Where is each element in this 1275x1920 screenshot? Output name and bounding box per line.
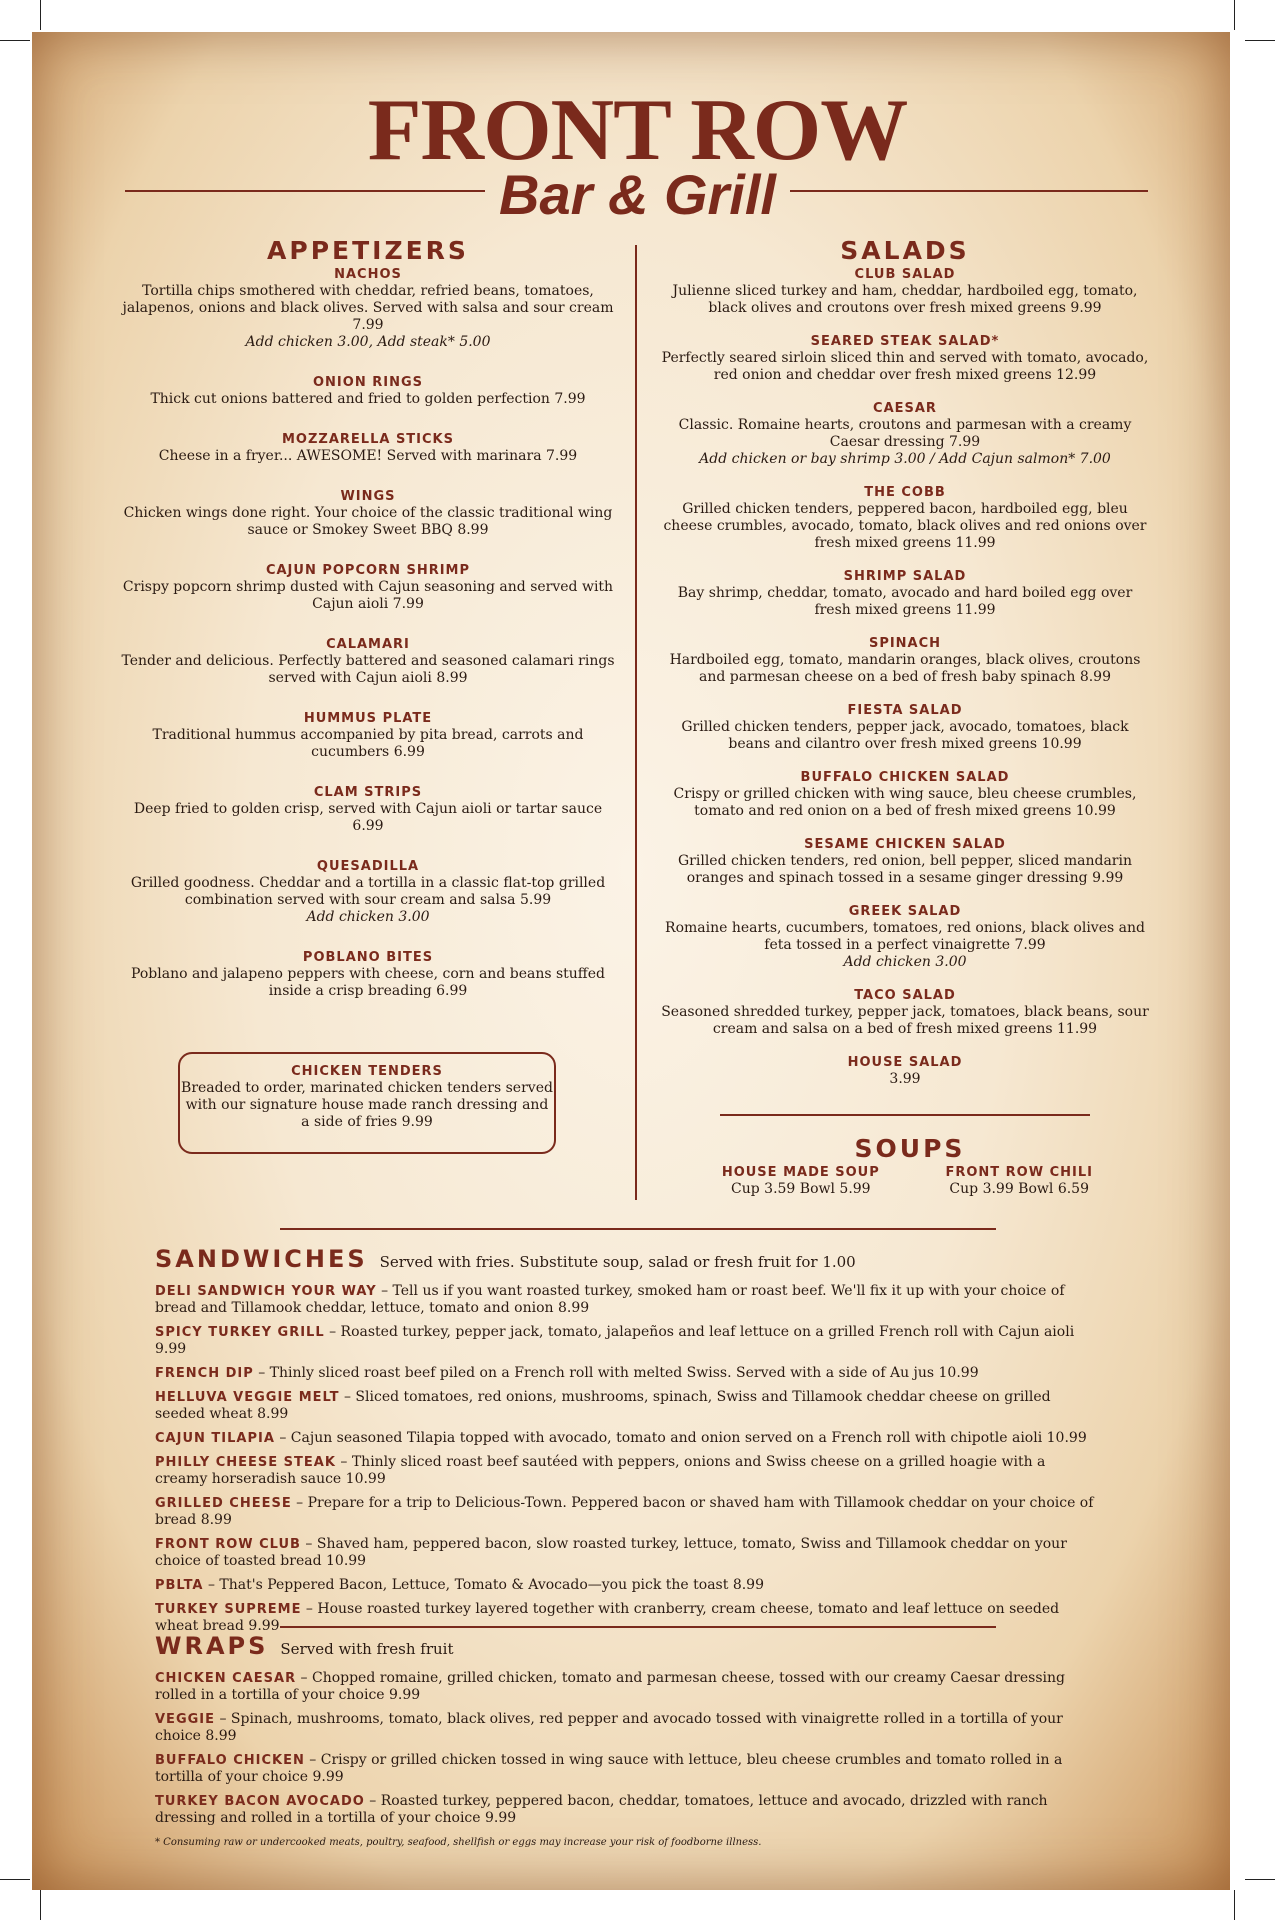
menu-item-desc: Cheese in a fryer... AWESOME! Served with marinara 7.99: [158, 448, 578, 464]
menu-item-desc: – Roasted turkey, peppered bacon, cheddar, tomatoes, lettuce and avocado, drizzled with ranch dressing and rolled in a tortilla of your choice 9.99: [155, 1793, 1048, 1826]
restaurant-name: FRONT ROW: [367, 82, 908, 179]
menu-item-name: SEARED STEAK SALAD*: [810, 334, 1000, 349]
menu-item-desc: – Spinach, mushrooms, tomato, black olives, red pepper and avocado tossed with vinaigrette rolled in a tortilla of your choice 8.99: [155, 1711, 1063, 1744]
menu-item: [120, 859, 616, 926]
soup-price: Cup 3.99 Bowl 6.59: [949, 1181, 1089, 1197]
menu-item-name: CLAM STRIPS: [313, 785, 423, 800]
wraps-note: Served with fresh fruit: [280, 1640, 454, 1658]
column-divider: [635, 245, 637, 1200]
menu-item-desc: – Thinly sliced roast beef sautéed with peppers, onions and Swiss cheese on a grilled hoagie with a creamy horseradish sauce 10.99: [155, 1454, 1046, 1487]
featured-item-name: CHICKEN TENDERS: [291, 1064, 443, 1079]
wraps-item: [155, 1670, 1095, 1704]
menu-item-desc: – Cajun seasoned Tilapia topped with avocado, tomato and onion served on a French roll with chipotle aioli 10.99: [274, 1430, 1087, 1446]
soup-name: FRONT ROW CHILI: [945, 1165, 1093, 1180]
crop-mark: [1245, 40, 1275, 41]
crop-mark: [1234, 0, 1235, 30]
wraps-item: [155, 1752, 1095, 1786]
menu-item-name: QUESADILLA: [316, 859, 420, 874]
menu-item-name: PBLTA: [155, 1578, 204, 1593]
menu-item-desc: Crispy popcorn shrimp dusted with Cajun seasoning and served with Cajun aioli 7.99: [122, 579, 614, 612]
menu-item-desc: – Crispy or grilled chicken tossed in wing sauce with lettuce, bleu cheese crumbles and tomato rolled in a tortilla of your choice 9.99: [155, 1752, 1063, 1785]
sandwiches-title: SANDWICHES: [155, 1245, 368, 1273]
menu-item-addon: Add chicken 3.00: [306, 909, 430, 925]
crop-mark: [0, 1879, 30, 1880]
sandwiches-item: [155, 1536, 1095, 1570]
menu-item: [120, 267, 616, 351]
soups-rule: [720, 1114, 1090, 1116]
sandwiches-item: [155, 1454, 1095, 1488]
menu-item-name: MOZZARELLA STICKS: [282, 432, 454, 447]
soup-name: HOUSE MADE SOUP: [721, 1165, 880, 1180]
menu-item-desc: Tortilla chips smothered with cheddar, refried beans, tomatoes, jalapenos, onions and black olives. Served with salsa and sour cream 7.99: [122, 283, 614, 333]
salads-section: [660, 236, 1150, 1105]
footnote: * Consuming raw or undercooked meats, poultry, seafood, shellfish or eggs may increase your risk of foodborne illness.: [155, 1837, 762, 1848]
sandwiches-list: [155, 1283, 1095, 1635]
soups-title: SOUPS: [854, 1134, 966, 1163]
menu-item: [660, 904, 1150, 971]
menu-item: [120, 950, 616, 1000]
menu-item-desc: Traditional hummus accompanied by pita bread, carrots and cucumbers 6.99: [152, 727, 584, 760]
menu-item-desc: Classic. Romaine hearts, croutons and parmesan with a creamy Caesar dressing 7.99: [678, 417, 1132, 450]
menu-item: [660, 988, 1150, 1038]
crop-mark: [40, 1890, 41, 1920]
menu-item-name: ONION RINGS: [313, 375, 423, 390]
soup-price: Cup 3.59 Bowl 5.99: [731, 1181, 871, 1197]
crop-mark: [40, 0, 41, 30]
sandwiches-item: [155, 1577, 1095, 1594]
menu-item-name: CHICKEN CAESAR: [155, 1671, 297, 1686]
soup-item: [918, 1165, 1120, 1198]
menu-item-desc: Tender and delicious. Perfectly battered and seasoned calamari rings served with Cajun aioli 8.99: [121, 653, 615, 686]
sandwiches-item: [155, 1601, 1095, 1635]
wraps-item: [155, 1711, 1095, 1745]
menu-item: [120, 711, 616, 761]
soup-item: [700, 1165, 902, 1198]
menu-item: [660, 334, 1150, 384]
menu-item-name: CAJUN POPCORN SHRIMP: [265, 563, 471, 578]
menu-item-desc: Grilled chicken tenders, red onion, bell pepper, sliced mandarin oranges and spinach tossed in a sesame ginger dressing 9.99: [677, 853, 1132, 886]
sandwiches-note: Served with fries. Substitute soup, salad or fresh fruit for 1.00: [379, 1253, 856, 1271]
menu-item-desc: Grilled chicken tenders, pepper jack, avocado, tomatoes, black beans and cilantro over fresh mixed greens 10.99: [681, 719, 1129, 752]
menu-item-desc: – House roasted turkey layered together with cranberry, cream cheese, tomato and leaf lettuce on seeded wheat bread 9.99: [155, 1601, 1060, 1634]
menu-item-name: CLUB SALAD: [854, 267, 956, 282]
menu-item-desc: Romaine hearts, cucumbers, tomatoes, red onions, black olives and feta tossed in a perfect vinaigrette 7.99: [665, 920, 1145, 953]
menu-item-name: HOUSE SALAD: [847, 1055, 963, 1070]
menu-item-name: PHILLY CHEESE STEAK: [155, 1455, 336, 1470]
sandwiches-item: [155, 1324, 1095, 1358]
menu-item: [660, 1055, 1150, 1088]
menu-item: [660, 401, 1150, 468]
menu-item-name: NACHOS: [334, 267, 402, 282]
menu-item-desc: Chicken wings done right. Your choice of the classic traditional wing sauce or Smokey Sweet BBQ 8.99: [123, 505, 613, 538]
menu-item-name: VEGGIE: [155, 1712, 215, 1727]
menu-item-desc: Thick cut onions battered and fried to golden perfection 7.99: [150, 391, 586, 407]
menu-item: [120, 637, 616, 687]
menu-item-desc: – Shaved ham, peppered bacon, slow roasted turkey, lettuce, tomato, Swiss and Tillamook cheddar on your choice of toasted bread 10.99: [155, 1536, 1067, 1569]
menu-item-name: TURKEY SUPREME: [155, 1602, 302, 1617]
menu-item: [660, 569, 1150, 619]
menu-item-name: BUFFALO CHICKEN: [155, 1753, 305, 1768]
menu-item-addon: Add chicken 3.00, Add steak* 5.00: [245, 334, 491, 350]
soups-list: [700, 1165, 1120, 1198]
menu-item-desc: – Prepare for a trip to Delicious-Town. Peppered bacon or shaved ham with Tillamook cheddar on your choice of bread 8.99: [155, 1495, 1094, 1528]
sandwiches-item: [155, 1495, 1095, 1529]
menu-item-desc: Seasoned shredded turkey, pepper jack, tomatoes, black beans, sour cream and salsa on a bed of fresh mixed greens 11.99: [661, 1004, 1149, 1037]
sandwiches-item: [155, 1283, 1095, 1317]
featured-item-desc: Breaded to order, marinated chicken tenders served with our signature house made ranch dressing and a side of fries 9.99: [181, 1080, 553, 1130]
menu-item-name: TACO SALAD: [854, 988, 956, 1003]
menu-item-name: DELI SANDWICH YOUR WAY: [155, 1284, 377, 1299]
sandwiches-rule: [280, 1228, 996, 1230]
menu-item: [120, 489, 616, 539]
menu-item-desc: Deep fried to golden crisp, served with Cajun aioli or tartar sauce 6.99: [133, 801, 603, 834]
menu-item-addon: Add chicken 3.00: [843, 954, 967, 970]
menu-item-name: WINGS: [340, 489, 396, 504]
menu-item: [660, 636, 1150, 686]
menu-item-name: THE COBB: [864, 485, 946, 500]
menu-item-desc: – Tell us if you want roasted turkey, smoked ham or roast beef. We'll fix it up with your choice of bread and Tillamook cheddar, lettuce, tomato and onion 8.99: [155, 1283, 1065, 1316]
menu-item-name: FIESTA SALAD: [847, 703, 963, 718]
menu-item: [660, 703, 1150, 753]
wraps-section: [155, 1632, 1095, 1834]
menu-item-name: SESAME CHICKEN SALAD: [804, 837, 1006, 852]
wraps-list: [155, 1670, 1095, 1827]
sandwiches-item: [155, 1389, 1095, 1423]
menu-item-desc: Crispy or grilled chicken with wing sauce, bleu cheese crumbles, tomato and red onion on a bed of fresh mixed greens 10.99: [673, 786, 1137, 819]
menu-item-desc: – Sliced tomatoes, red onions, mushrooms, spinach, Swiss and Tillamook cheddar cheese on grilled seeded wheat 8.99: [155, 1389, 1051, 1422]
crop-mark: [1234, 1890, 1235, 1920]
menu-item-desc: Hardboiled egg, tomato, mandarin oranges, black olives, croutons and parmesan cheese on a bed of fresh baby spinach 8.99: [669, 652, 1141, 685]
menu-item-name: GREEK SALAD: [848, 904, 962, 919]
menu-item-name: CAJUN TILAPIA: [155, 1431, 275, 1446]
featured-chicken-tenders: [178, 1052, 556, 1154]
menu-item: [660, 267, 1150, 317]
menu-item-name: FRENCH DIP: [155, 1366, 254, 1381]
menu-item-name: TURKEY BACON AVOCADO: [155, 1794, 365, 1809]
menu-item-name: SPICY TURKEY GRILL: [155, 1325, 325, 1340]
menu-item: [120, 785, 616, 835]
menu-item-name: HUMMUS PLATE: [303, 711, 433, 726]
menu-item-desc: Grilled chicken tenders, peppered bacon, hardboiled egg, bleu cheese crumbles, avocado, tomato, black olives and red onions over fresh mixed greens 11.99: [663, 501, 1147, 551]
menu-item-name: SPINACH: [868, 636, 942, 651]
sandwiches-item: [155, 1365, 1095, 1382]
menu-item-name: GRILLED CHEESE: [155, 1496, 292, 1511]
wraps-item: [155, 1793, 1095, 1827]
appetizers-title: APPETIZERS: [267, 236, 469, 265]
menu-item-desc: Julienne sliced turkey and ham, cheddar, hardboiled egg, tomato, black olives and croutons over fresh mixed greens 9.99: [672, 283, 1138, 316]
wraps-rule: [280, 1626, 996, 1628]
menu-item: [120, 375, 616, 408]
crop-mark: [1245, 1879, 1275, 1880]
menu-item-desc: – That's Peppered Bacon, Lettuce, Tomato & Avocado—you pick the toast 8.99: [203, 1577, 764, 1593]
sandwiches-section: [155, 1245, 1095, 1642]
menu-item-desc: Bay shrimp, cheddar, tomato, avocado and hard boiled egg over fresh mixed greens 11.99: [677, 585, 1133, 618]
menu-item-desc: – Chopped romaine, grilled chicken, tomato and parmesan cheese, tossed with our creamy Caesar dressing rolled in a tortilla of your choice 9.99: [155, 1670, 1065, 1703]
menu-item: [660, 485, 1150, 552]
menu-item: [660, 770, 1150, 820]
menu-item-name: BUFFALO CHICKEN SALAD: [800, 770, 1010, 785]
menu-item-name: SHRIMP SALAD: [843, 569, 967, 584]
menu-item-desc: – Roasted turkey, pepper jack, tomato, jalapeños and leaf lettuce on a grilled French roll with Cajun aioli 9.99: [155, 1324, 1075, 1357]
menu-item-desc: Perfectly seared sirloin sliced thin and served with tomato, avocado, red onion and cheddar over fresh mixed greens 12.99: [661, 350, 1149, 383]
menu-item-name: CALAMARI: [326, 637, 410, 652]
menu-item-name: FRONT ROW CLUB: [155, 1537, 301, 1552]
sandwiches-item: [155, 1430, 1095, 1447]
wraps-title: WRAPS: [155, 1632, 269, 1660]
menu-item-addon: Add chicken or bay shrimp 3.00 / Add Cajun salmon* 7.00: [699, 451, 1111, 467]
restaurant-subtitle: Bar & Grill: [499, 163, 776, 226]
crop-mark: [0, 40, 30, 41]
menu-item-desc: – Thinly sliced roast beef piled on a French roll with melted Swiss. Served with a side of Au jus 10.99: [253, 1365, 979, 1381]
menu-item-name: HELLUVA VEGGIE MELT: [155, 1390, 340, 1405]
menu-item-desc: 3.99: [889, 1071, 921, 1087]
menu-item-name: CAESAR: [873, 401, 937, 416]
menu-item-name: POBLANO BITES: [302, 950, 434, 965]
menu-item: [120, 432, 616, 465]
salads-title: SALADS: [840, 236, 970, 265]
soups-section: [700, 1134, 1120, 1198]
menu-item: [660, 837, 1150, 887]
menu-item: [120, 563, 616, 613]
appetizers-section: [120, 236, 616, 1024]
menu-item-desc: Grilled goodness. Cheddar and a tortilla in a classic flat-top grilled combination served with sour cream and salsa 5.99: [130, 875, 606, 908]
menu-item-desc: Poblano and jalapeno peppers with cheese, corn and beans stuffed inside a crisp breading 6.99: [131, 966, 605, 999]
